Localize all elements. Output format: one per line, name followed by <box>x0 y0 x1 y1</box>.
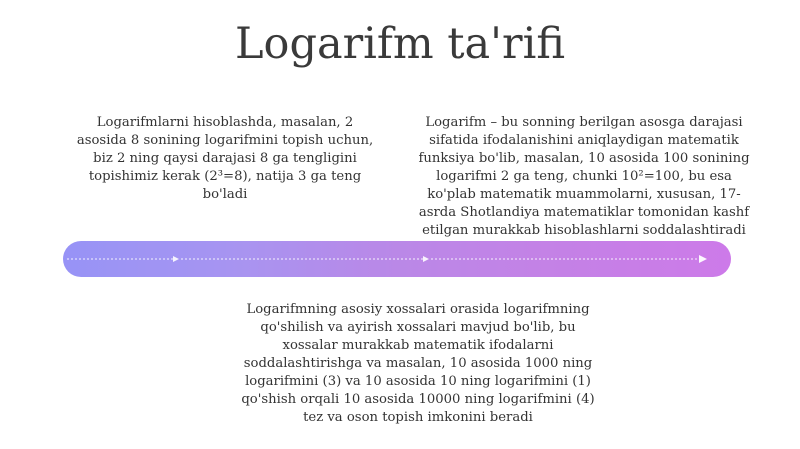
bottom-text-block: Logarifmning asosiy xossalari orasida logarifmning qo'shilish va ayirish xossalari mavjud bo'lib, bu xossalar murakkab matematik ifodalarni soddalashtirishga va masalan, 10 asosida 1000 ning logarifmini (3) va 10 asosida 10 ning logarifmini (1) qo'shish orqali 10 asosida 10000 ning logarifmini (4) tez va oson topish imkonini beradi <box>241 302 595 425</box>
timeline-arrow-icon <box>63 241 731 277</box>
right-text-block: Logarifm – bu sonning berilgan asosga darajasi sifatida ifodalanishini aniqlaydigan matematik funksiya bo'lib, masalan, 10 asosida 100 sonining logarifmi 2 ga teng, chunki 10²=100, bu esa ko'plab matematik muammolarni, xususan, 17-asrda Shotlandiya matematiklar tomonidan kashf etilgan murakkab hisoblashlarni soddalashtiradi <box>418 115 750 238</box>
left-text-block: Logarifmlarni hisoblashda, masalan, 2 asosida 8 sonining logarifmini topish uchun, biz 2 ning qaysi darajasi 8 ga tengligini topishimiz kerak (2³=8), natija 3 ga teng bo'ladi <box>76 115 374 202</box>
slide-title: Logarifm ta'rifi <box>235 19 565 69</box>
timeline-bar <box>63 241 731 277</box>
